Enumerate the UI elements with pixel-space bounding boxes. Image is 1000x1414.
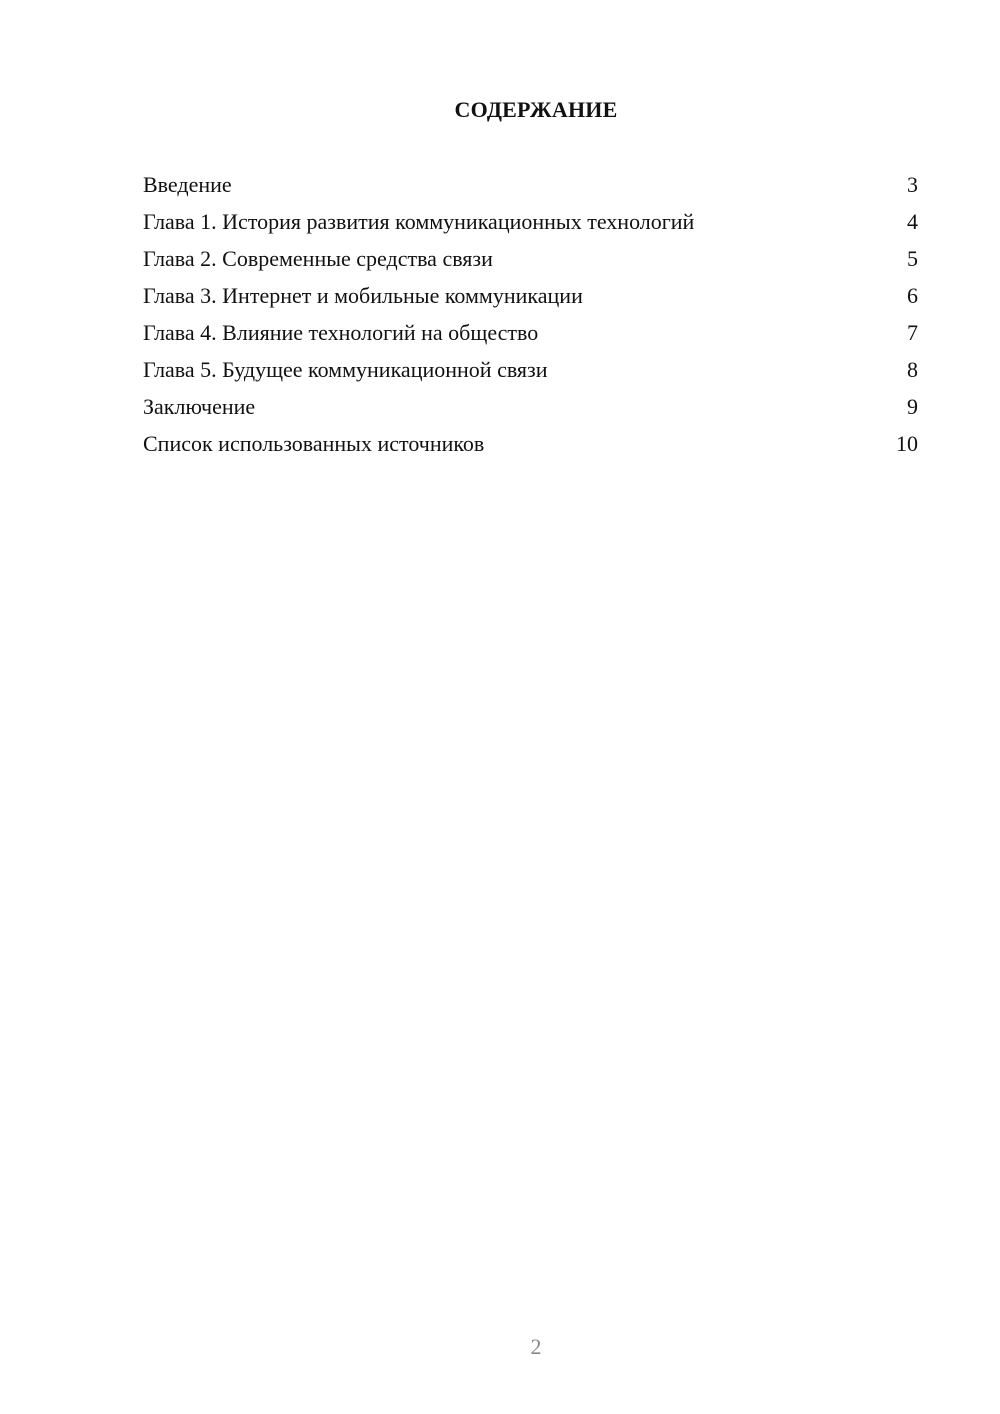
toc-item-page: 6 xyxy=(907,283,918,308)
toc-item-chapter-5[interactable] xyxy=(143,355,918,392)
toc-item-conclusion[interactable] xyxy=(143,392,918,429)
toc-item-chapter-1[interactable] xyxy=(143,207,918,244)
toc-item-chapter-2[interactable] xyxy=(143,244,918,281)
toc-item-page: 9 xyxy=(907,394,918,419)
toc-item-page: 7 xyxy=(907,320,918,345)
toc-item-chapter-4[interactable] xyxy=(143,318,918,355)
toc-item-page: 10 xyxy=(896,431,918,456)
table-of-contents xyxy=(143,170,918,466)
toc-item-label: Введение xyxy=(143,172,232,197)
toc-item-introduction[interactable] xyxy=(143,170,918,207)
page-number: 2 xyxy=(530,1334,542,1359)
toc-item-label: Глава 2. Современные средства связи xyxy=(143,246,493,271)
toc-item-label: Глава 1. История развития коммуникационных технологий xyxy=(143,209,695,234)
toc-item-page: 8 xyxy=(907,357,918,382)
page-title: СОДЕРЖАНИЕ xyxy=(454,97,618,122)
toc-item-page: 5 xyxy=(907,246,918,271)
toc-item-label: Заключение xyxy=(143,394,256,419)
toc-item-label: Глава 3. Интернет и мобильные коммуникации xyxy=(143,283,583,308)
toc-item-label: Глава 5. Будущее коммуникационной связи xyxy=(143,357,548,382)
toc-item-references[interactable] xyxy=(143,429,918,466)
toc-item-page: 4 xyxy=(907,209,918,234)
toc-item-chapter-3[interactable] xyxy=(143,281,918,318)
toc-item-label: Глава 4. Влияние технологий на общество xyxy=(143,320,539,345)
toc-item-label: Список использованных источников xyxy=(143,431,485,456)
toc-item-page: 3 xyxy=(907,172,918,197)
